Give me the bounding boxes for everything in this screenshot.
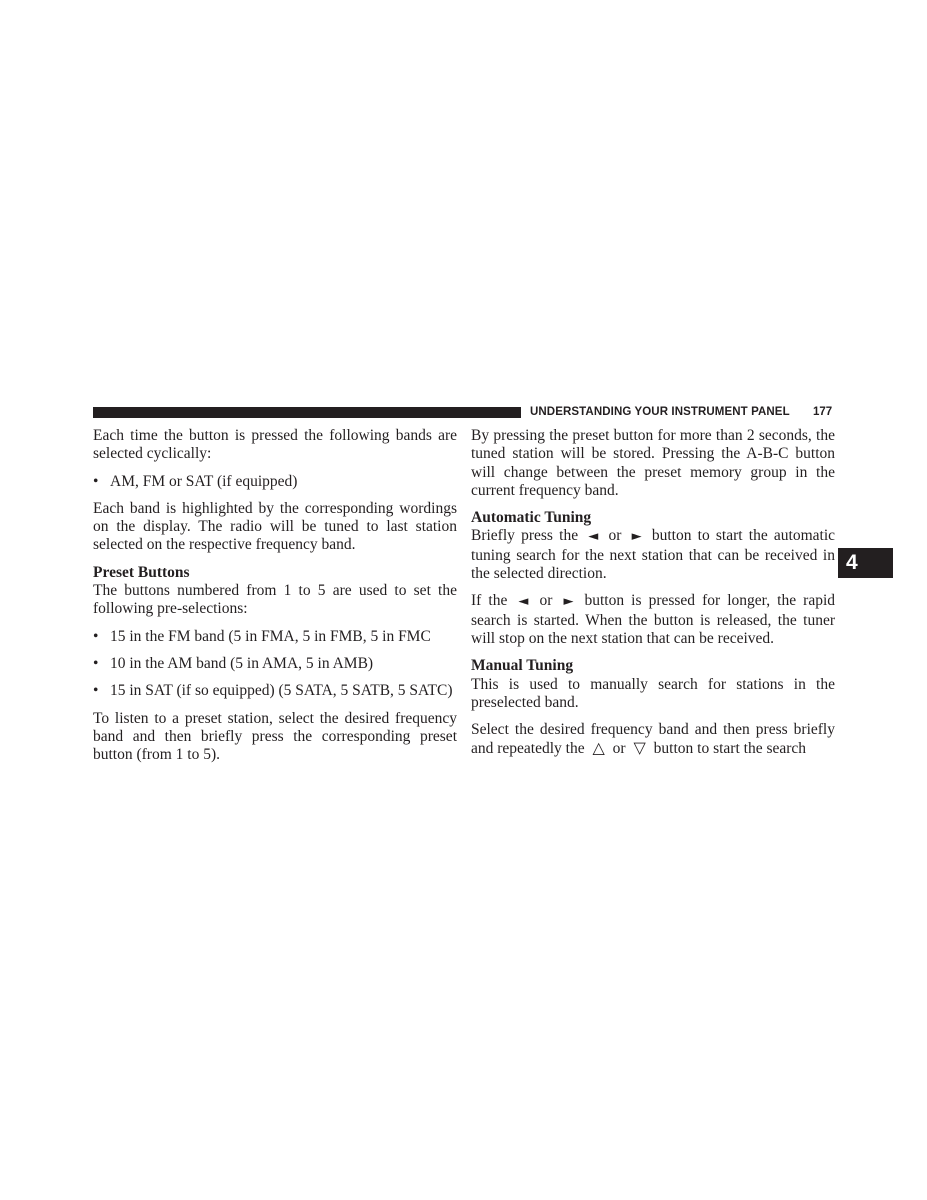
list-item-text: 10 in the AM band (5 in AMA, 5 in AMB) — [110, 654, 374, 672]
seek-right-arrow-icon: ► — [563, 594, 574, 610]
text-run: or — [612, 740, 626, 758]
tune-up-triangle-icon: △ — [592, 738, 605, 758]
bullet-icon: • — [93, 627, 99, 645]
chapter-tab: 4 — [838, 548, 893, 578]
tune-down-triangle-icon: ▽ — [633, 738, 646, 758]
right-column — [471, 427, 835, 768]
section-title: UNDERSTANDING YOUR INSTRUMENT PANEL — [530, 406, 790, 418]
text-run: button to start the search — [653, 740, 807, 758]
list-item-text: 15 in the FM band (5 in FMA, 5 in FMB, 5 in FMC — [110, 627, 431, 645]
manual-tuning-heading: Manual Tuning — [471, 657, 574, 675]
page-number: 177 — [813, 406, 833, 418]
paragraph: By pressing the preset button for more than 2 seconds, the tuned station will be stored. Pressing the A-B-C button will change between the preset memory group in the current frequency band. — [471, 427, 835, 499]
list-item — [93, 655, 457, 673]
paragraph — [471, 721, 835, 759]
paragraph — [471, 527, 835, 583]
seek-right-arrow-icon: ► — [631, 529, 642, 545]
list-item — [93, 628, 457, 646]
text-run: If the — [471, 592, 508, 610]
header-rule — [93, 407, 521, 418]
text-run: or — [608, 527, 622, 545]
bullet-icon: • — [93, 654, 99, 672]
list-item-text: 15 in SAT (if so equipped) (5 SATA, 5 SATB, 5 SATC) — [110, 682, 453, 700]
list-item — [93, 682, 457, 700]
paragraph: This is used to manually search for stations in the preselected band. — [471, 675, 835, 711]
bullet-icon: • — [93, 682, 99, 700]
paragraph: Each band is highlighted by the corresponding wordings on the display. The radio will be tuned to last station selected on the respective frequency band. — [93, 499, 457, 554]
text-run: button to start the automatic tuning search for the next station that can be received in the selected direction. — [471, 527, 836, 583]
text-run: Select the desired frequency band and then press briefly and repeatedly the — [471, 721, 835, 758]
text-run: Briefly press the — [471, 527, 579, 545]
paragraph: To listen to a preset station, select the desired frequency band and then briefly press the corresponding preset button (from 1 to 5). — [93, 709, 457, 764]
text-run: or — [539, 592, 553, 610]
paragraph: The buttons numbered from 1 to 5 are used to set the following pre-selections: — [93, 582, 457, 618]
bullet-icon: • — [93, 472, 99, 490]
paragraph: Each time the button is pressed the following bands are selected cyclically: — [93, 427, 457, 463]
paragraph — [471, 592, 835, 648]
automatic-tuning-heading: Automatic Tuning — [471, 509, 592, 527]
list-item — [93, 473, 457, 491]
seek-left-arrow-icon: ◄ — [518, 594, 529, 610]
seek-left-arrow-icon: ◄ — [588, 529, 599, 545]
left-column — [93, 427, 457, 773]
list-item-text: AM, FM or SAT (if equipped) — [110, 472, 298, 490]
text-run: button is pressed for longer, the rapid search is started. When the button is released, the tuner will stop on the next station that can be received. — [471, 592, 836, 647]
preset-buttons-heading: Preset Buttons — [93, 563, 190, 581]
